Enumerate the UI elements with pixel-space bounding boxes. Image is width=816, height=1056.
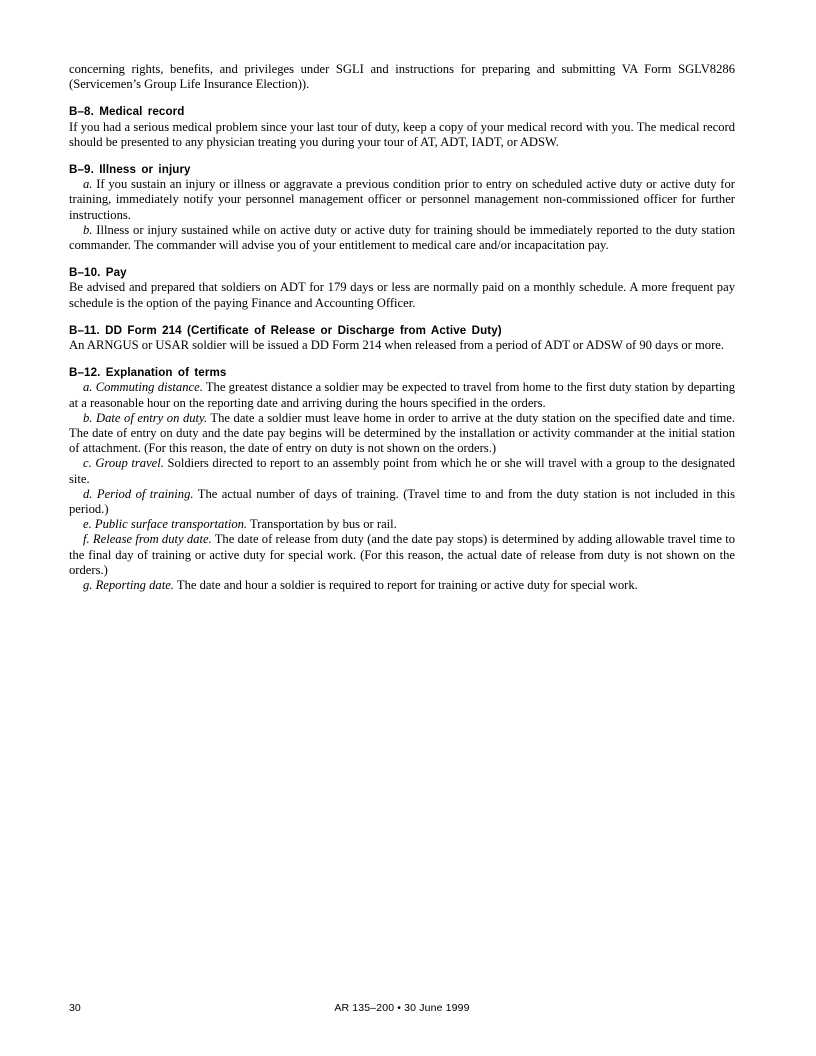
heading-b9: B–9. Illness or injury xyxy=(69,163,191,177)
paragraph-b8-1: If you had a serious medical problem since your last tour of duty, keep a copy of your medical record with you. The medical record should be presented to any physician treating you during your tour of AT, ADT, IADT, or ADSW. xyxy=(69,119,735,149)
term-label-a: a. xyxy=(83,380,93,395)
paragraph-b9-a-text: If you sustain an injury or illness or aggravate a previous condition prior to entry on scheduled active duty or active duty for training, immediately notify your personnel management officer or personnel management non-commissioned officer for further instructions. xyxy=(69,177,735,222)
paragraph-label-b: b. xyxy=(83,222,93,237)
heading-b8: B–8. Medical record xyxy=(69,105,185,119)
term-name-a: Commuting distance. xyxy=(92,380,203,395)
paragraph-b11-1: An ARNGUS or USAR soldier will be issued a DD Form 214 when released from a period of ADT or ADSW of 90 days or more. xyxy=(69,338,725,353)
paragraph-b10-1: Be advised and prepared that soldiers on ADT for 179 days or less are normally paid on a monthly schedule. A more frequent pay schedule is the option of the paying Finance and Accounting Officer. xyxy=(69,280,735,310)
term-name-d: Period of training. xyxy=(92,486,194,501)
term-definition-e: Transportation by bus or rail. xyxy=(247,517,397,532)
paragraph-b9-b-text: Illness or injury sustained while on active duty or active duty for training should be immediately reported to the duty station commander. The commander will advise you of your entitlement to medical care and/or incapacitation pay. xyxy=(69,222,735,253)
term-definition-d: The actual number of days of training. (Travel time to and from the duty station is not included in this period.) xyxy=(69,486,735,517)
term-definition-a: The greatest distance a soldier may be expected to travel from home to the first duty station by departing at a reasonable hour on the reporting date and arriving during the hours specified in the orders. xyxy=(69,380,735,410)
heading-b11: B–11. DD Form 214 (Certificate of Release or Discharge from Active Duty) xyxy=(69,323,502,337)
paragraph-label-a: a. xyxy=(83,177,93,192)
continued-paragraph: concerning rights, benefits, and privileges under SGLI and instructions for preparing and submitting VA Form SGLV8286 (Servicemen’s Group Life Insurance Election)). xyxy=(69,62,735,92)
section-spacer xyxy=(69,353,735,365)
term-entry-e xyxy=(69,517,735,532)
term-label-d: d. xyxy=(83,486,93,501)
section-spacer xyxy=(69,253,735,265)
term-entry-d xyxy=(69,487,735,517)
heading-b12: B–12. Explanation of terms xyxy=(69,366,227,380)
term-name-g: Reporting date. xyxy=(92,578,174,593)
term-entry-b xyxy=(69,411,735,457)
section-spacer xyxy=(69,311,735,323)
term-name-f: Release from duty date. xyxy=(89,532,212,547)
term-entry-f xyxy=(69,532,735,578)
footer-page-number: 30 xyxy=(69,1002,81,1014)
term-name-e: Public surface transportation. xyxy=(91,517,248,532)
term-name-c: Group travel. xyxy=(91,456,164,471)
term-label-b: b. xyxy=(83,410,93,425)
footer-citation: AR 135–200 • 30 June 1999 xyxy=(334,1002,470,1014)
term-definition-c: Soldiers directed to report to an assembly point from which he or she will travel with a group to the designated site. xyxy=(69,456,735,486)
term-label-c: c. xyxy=(83,456,92,471)
page-footer xyxy=(69,1002,735,1018)
term-label-e: e. xyxy=(83,517,92,532)
paragraph-b9-a xyxy=(69,177,735,223)
term-label-f: f. xyxy=(83,532,90,547)
term-entry-c xyxy=(69,456,735,486)
term-label-g: g. xyxy=(83,578,93,593)
term-definition-g: The date and hour a soldier is required to report for training or active duty for special work. xyxy=(173,578,638,593)
term-definition-f: The date of release from duty (and the date pay stops) is determined by adding allowable travel time to the final day of training or active duty for special work. (For this reason, the actual date of release from duty is not shown on the orders.) xyxy=(69,532,735,577)
term-name-b: Date of entry on duty. xyxy=(92,410,208,425)
term-entry-g xyxy=(69,578,735,593)
paragraph-b9-b xyxy=(69,223,735,253)
heading-b10: B–10. Pay xyxy=(69,266,127,280)
section-spacer xyxy=(69,92,735,104)
term-definition-b: The date a soldier must leave home in order to arrive at the duty station on the specified date and time. The date of entry on duty and the date pay begins will be determined by the installation or activity commander at the initial station of attachment. (For this reason, the date of entry on duty is not shown on the orders.) xyxy=(69,410,735,456)
page-content xyxy=(69,62,735,593)
term-entry-a xyxy=(69,380,735,410)
section-spacer xyxy=(69,150,735,162)
